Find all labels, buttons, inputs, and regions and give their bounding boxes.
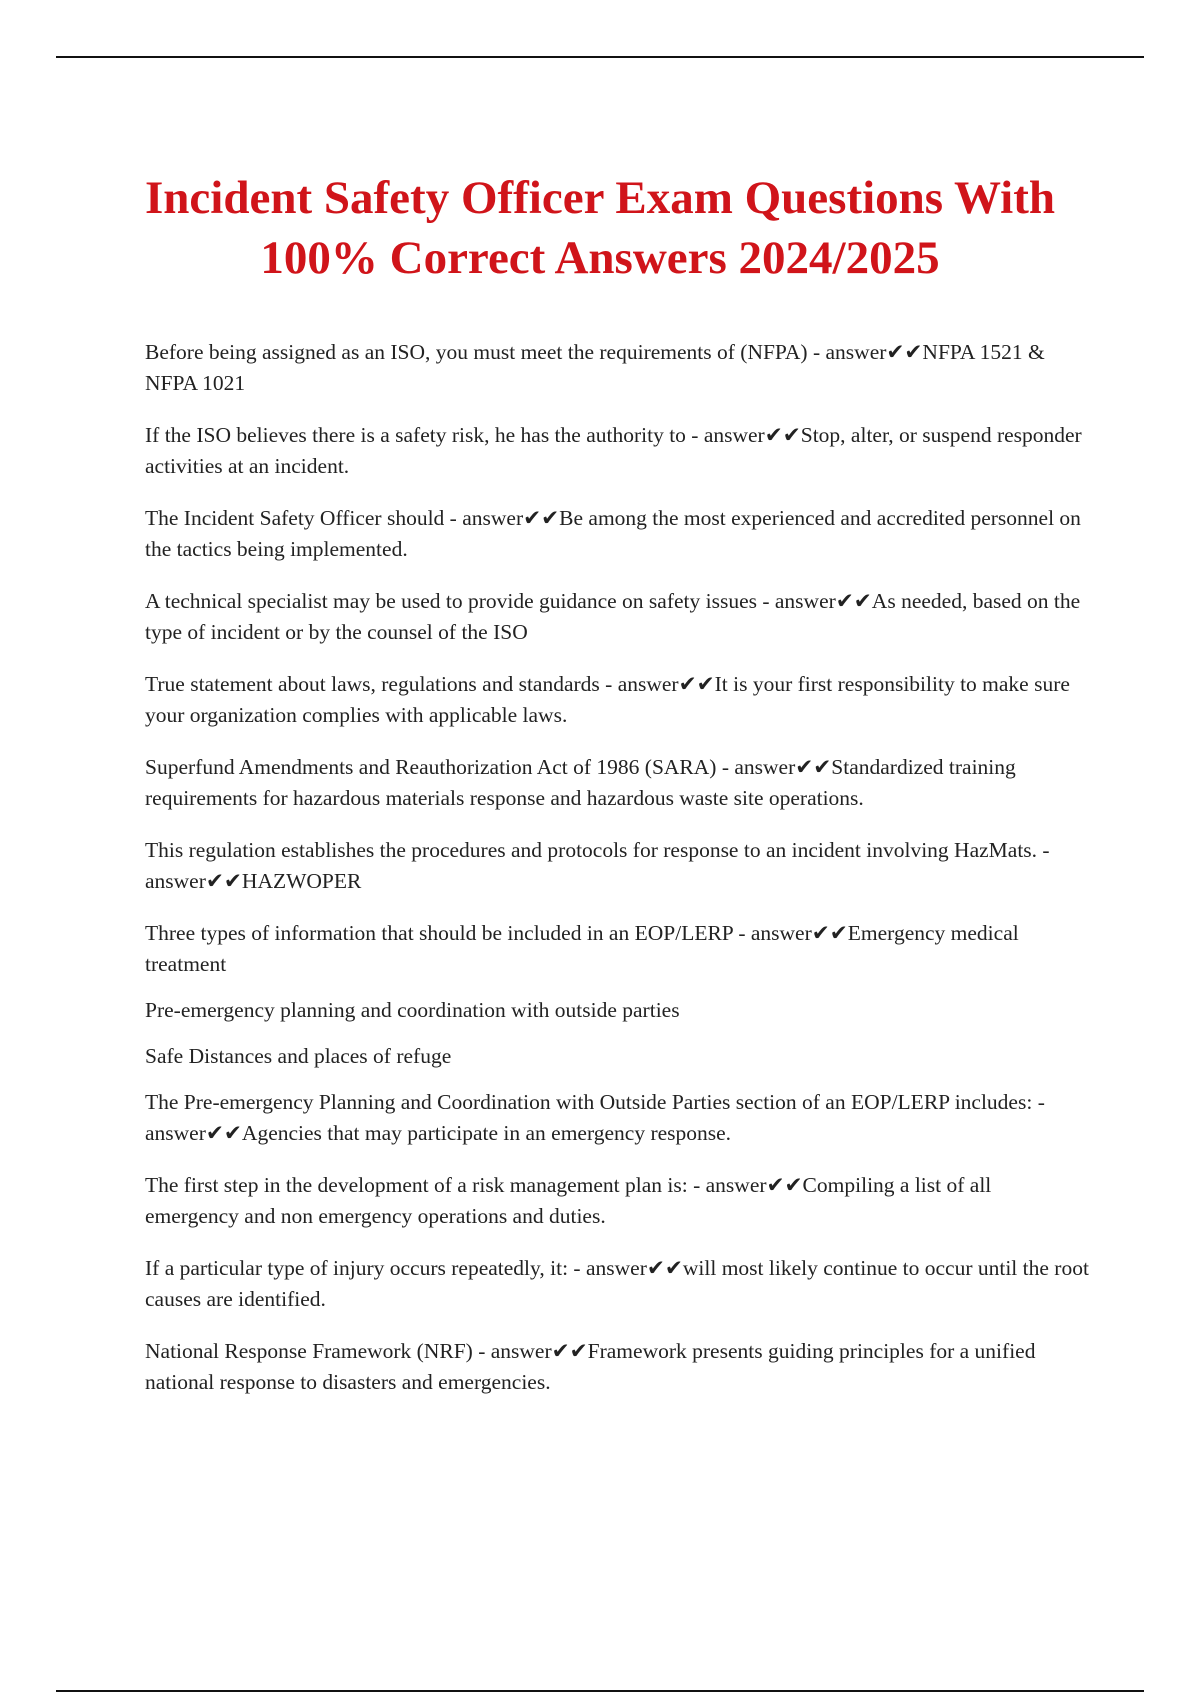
- title-line-1: Incident Safety Officer Exam Questions With: [145, 172, 1055, 224]
- qa-item: True statement about laws, regulations and standards - answer✔✔It is your first responsibility to make sure your organization complies with applicable laws.: [145, 672, 1070, 727]
- qa-item: This regulation establishes the procedures and protocols for response to an incident involving HazMats. - answer✔✔HAZWOPER: [145, 838, 1050, 893]
- qa-item-continuation: Safe Distances and places of refuge: [145, 1044, 452, 1068]
- qa-item: A technical specialist may be used to provide guidance on safety issues - answer✔✔As needed, based on the type of incident or by the counsel of the ISO: [145, 589, 1081, 644]
- qa-item: Superfund Amendments and Reauthorization Act of 1986 (SARA) - answer✔✔Standardized training requirements for hazardous materials response and hazardous waste site operations.: [145, 755, 1016, 810]
- qa-item: The first step in the development of a risk management plan is: - answer✔✔Compiling a list of all emergency and non emergency operations and duties.: [145, 1173, 992, 1228]
- footer-rule: [56, 1690, 1144, 1692]
- qa-item: The Pre-emergency Planning and Coordination with Outside Parties section of an EOP/LERP includes: - answer✔✔Agencies that may participate in an emergency response.: [145, 1090, 1045, 1145]
- qa-item: If the ISO believes there is a safety risk, he has the authority to - answer✔✔Stop, alter, or suspend responder activities at an incident.: [145, 423, 1082, 478]
- qa-item: National Response Framework (NRF) - answer✔✔Framework presents guiding principles for a unified national response to disasters and emergencies.: [145, 1339, 1036, 1394]
- qa-item: Three types of information that should be included in an EOP/LERP - answer✔✔Emergency medical treatment: [145, 921, 1019, 976]
- qa-item: If a particular type of injury occurs repeatedly, it: - answer✔✔will most likely continue to occur until the root causes are identified.: [145, 1256, 1089, 1311]
- qa-item-continuation: Pre-emergency planning and coordination with outside parties: [145, 998, 680, 1022]
- title-line-2: 100% Correct Answers 2024/2025: [260, 232, 940, 284]
- qa-list: [145, 337, 1090, 1419]
- qa-item: Before being assigned as an ISO, you must meet the requirements of (NFPA) - answer✔✔NFPA 1521 & NFPA 1021: [145, 340, 1045, 395]
- document-title: [120, 168, 1080, 288]
- header-rule: [56, 56, 1144, 58]
- qa-item: The Incident Safety Officer should - answer✔✔Be among the most experienced and accredited personnel on the tactics being implemented.: [145, 506, 1081, 561]
